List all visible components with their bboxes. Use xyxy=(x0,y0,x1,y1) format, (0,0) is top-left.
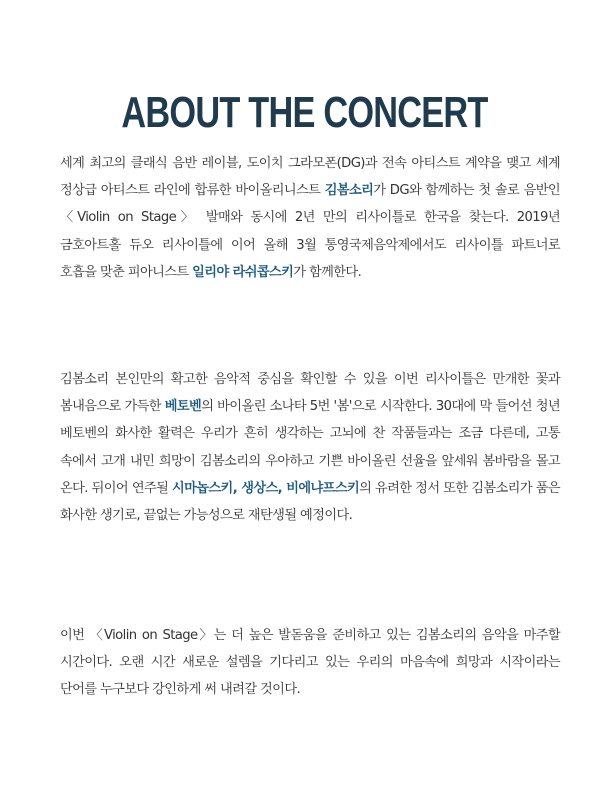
composer-beethoven-highlight: 베토벤 xyxy=(164,399,202,415)
pianist-name-highlight: 일리야 라쉬콥스키 xyxy=(192,264,294,280)
intro-text-3: 가 함께한다. xyxy=(293,264,362,280)
violinist-name-highlight: 김봄소리 xyxy=(324,183,374,199)
intro-paragraph xyxy=(60,150,560,286)
page-title: ABOUT THE CONCERT xyxy=(121,88,488,138)
closing-paragraph xyxy=(60,622,560,704)
intro-text-2: 가 DG와 함께하는 첫 솔로 음반인 〈Violin on Stage〉 발매와 동시에 2년 만의 리사이틀로 한국을 찾는다. 2019년 금호아트홀 듀오 리사이틀에 이어 올해 3월 통영국제음악제에서도 리사이틀 파트너로 호흡을 맞춘 피아니스트 xyxy=(60,183,560,280)
program-text-1: 김봄소리 본인만의 확고한 음악적 중심을 확인할 수 있을 이번 리사이틀은 만개한 꽃과 봄내음으로 가득한 xyxy=(60,372,560,415)
program-text-2: 의 바이올린 소나타 5번 '봄'으로 시작한다. 30대에 막 들어선 청년 베토벤의 화사한 활력은 우리가 흔히 생각하는 고뇌에 찬 작품들과는 조금 다른데, 고통 속에서 고개 내민 희망이 김봄소리의 우아하고 기쁜 바이올린 선율을 앞세워 봄바람을 몰고 온다. 뒤이어 연주될 xyxy=(60,399,561,496)
program-text-3: 의 유려한 정서 또한 김봄소리가 품은 화사한 생기로, 끝없는 가능성으로 재탄생될 예정이다. xyxy=(60,480,560,524)
closing-text: 이번 〈Violin on Stage〉는 더 높은 발돋움을 준비하고 있는 김봄소리의 음악을 마주할 시간이다. 오랜 시간 새로운 설렘을 기다리고 있는 우리의 마음속에 희망과 시작이라는 단어를 누구보다 강인하게 써 내려갈 것이다. xyxy=(60,628,560,698)
program-paragraph xyxy=(60,366,560,529)
intro-text-1: 세계 최고의 클래식 음반 레이블, 도이치 그라모폰(DG)과 전속 아티스트 계약을 맺고 세계 정상급 아티스트 라인에 합류한 바이올리니스트 xyxy=(60,156,560,199)
composers-highlight: 시마놉스키, 생상스, 비에냐프스키 xyxy=(172,480,360,496)
